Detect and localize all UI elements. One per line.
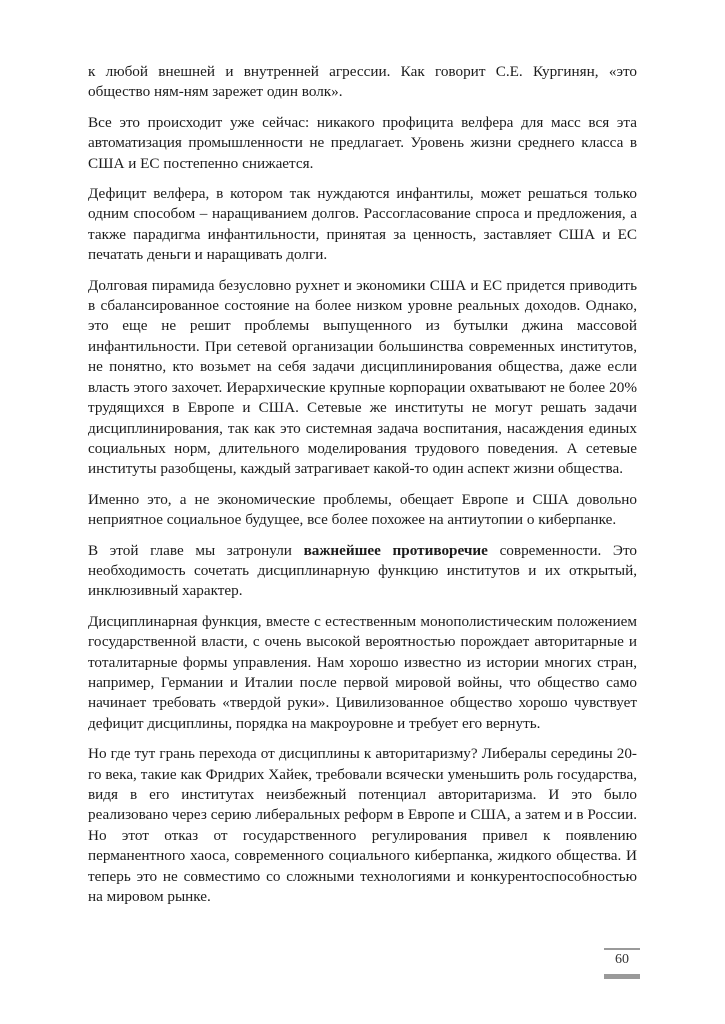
paragraph-7: Дисциплинарная функция, вместе с естественным монополистическим положением государственной власти, с очень высокой вероятностью порождает авторитарные и тоталитарные формы управления. Нам хорошо известно из истории многих стран, например, Германии и Италии после первой мировой войны, что общество само начинает требовать «твердой руки». Цивилизованное общество хорошо чувствует дефицит дисциплины, порядка на макроуровне и требует его вернуть. xyxy=(88,612,637,732)
paragraph-6 xyxy=(88,541,637,602)
page-body xyxy=(88,62,637,917)
paragraph-8: Но где тут грань перехода от дисциплины к авторитаризму? Либералы середины 20-го века, такие как Фридрих Хайек, требовали всячески уменьшить роль государства, видя в его институтах неизбежный потенциал авторитаризма. И это было реализовано через серию либеральных реформ в Европе и США, а затем и в России. Но этот отказ от государственного регулирования привел к появлению перманентного хаоса, современного социального киберпанка, жидкого общества. И теперь это не совместимо со сложными технологиями и конкурентоспособностью на мировом рынке. xyxy=(88,745,637,906)
paragraph-1: к любой внешней и внутренней агрессии. Как говорит С.Е. Кургинян, «это общество ням-ням зарежет один волк». xyxy=(88,63,637,101)
page-number-rule-bottom xyxy=(604,974,640,979)
paragraph-6-lead: В этой главе мы затронули xyxy=(88,541,304,559)
paragraph-2: Все это происходит уже сейчас: никакого профицита велфера для масс вся эта автоматизация промышленности не предлагает. Уровень жизни среднего класса в США и ЕС постепенно снижается. xyxy=(88,113,637,172)
paragraph-4: Долговая пирамида безусловно рухнет и экономики США и ЕС придется приводить в сбалансированное состояние на более низком уровне реальных доходов. Однако, это еще не решит проблемы выпущенного из бутылки джина массовой инфантильности. При сетевой организации большинства современных институтов, не понятно, кто возьмет на себя задачи дисциплинирования общества, даже если власть этого захочет. Иерархические крупные корпорации охватывают не более 20% трудящихся в Европе и США. Сетевые же институты не могут решать задачи дисциплинирования, так как это системная задача воспитания, насаждения единых социальных норм, длительного моделирования трудового поведения. А сетевые институты разобщены, каждый затрагивает какой-то один аспект жизни общества. xyxy=(88,276,637,478)
page-number: 60 xyxy=(615,952,629,967)
paragraph-5: Именно это, а не экономические проблемы, обещает Европе и США довольно неприятное социальное будущее, все более похожее на антиутопии о киберпанке. xyxy=(88,490,637,529)
paragraph-6-tail: современности. Это необходимость сочетать дисциплинарную функцию институтов и их открытый, инклюзивный характер. xyxy=(88,541,637,600)
emphasis-key-contradiction: важнейшее противоречие xyxy=(303,541,488,559)
paragraph-3: Дефицит велфера, в котором так нуждаются инфантилы, может решаться только одним способом – наращиванием долгов. Рассогласование спроса и предложения, а также парадигма инфантильности, принятая за ценность, заставляет США и ЕС печатать деньги и наращивать долги. xyxy=(88,185,637,264)
